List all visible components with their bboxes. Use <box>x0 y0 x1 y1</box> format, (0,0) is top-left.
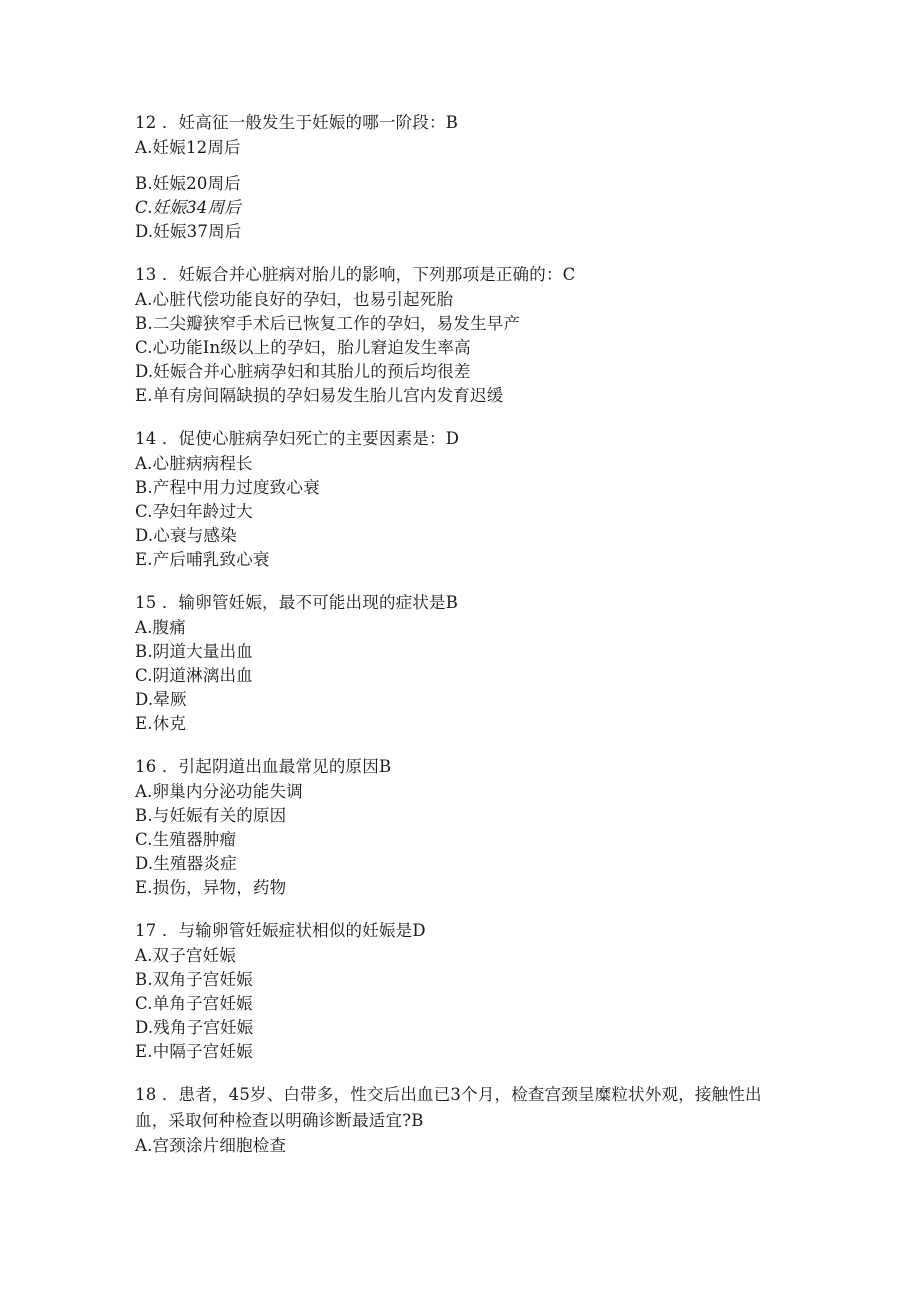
option-a: A.心脏代偿功能良好的孕妇，也易引起死胎 <box>135 290 454 309</box>
document-page <box>135 110 795 1176</box>
question-stem: 13 ．妊娠合并心脏病对胎儿的影响，下列那项是正确的：C <box>135 265 576 284</box>
option-d: D.妊娠37周后 <box>135 222 242 241</box>
option-a: A.妊娠12周后 <box>135 138 241 157</box>
question-12 <box>135 110 795 244</box>
option-a: A.宫颈涂片细胞检查 <box>135 1136 287 1155</box>
question-stem: 14 ．促使心脏病孕妇死亡的主要因素是：D <box>135 429 460 448</box>
question-15 <box>135 590 795 736</box>
option-b: B.二尖瓣狭窄手术后已恢复工作的孕妇，易发生早产 <box>135 314 521 333</box>
option-c: C.阴道淋漓出血 <box>135 666 253 685</box>
option-b: B.妊娠20周后 <box>135 174 241 193</box>
question-16 <box>135 754 795 900</box>
option-c: C.单角子宫妊娠 <box>135 994 253 1013</box>
option-d: D.残角子宫妊娠 <box>135 1018 254 1037</box>
option-e: E.产后哺乳致心衰 <box>135 550 270 569</box>
question-13 <box>135 262 795 408</box>
question-18 <box>135 1082 795 1158</box>
option-c: C.孕妇年龄过大 <box>135 502 253 521</box>
option-d: D.晕厥 <box>135 690 187 709</box>
option-a: A.卵巢内分泌功能失调 <box>135 782 303 801</box>
option-b: B.与妊娠有关的原因 <box>135 806 287 825</box>
question-stem: 18 ．患者，45岁、白带多，性交后出血已3个月，检查宫颈呈糜粒状外观，接触性出血，采取何种检查以明确诊断最适宜?B <box>135 1085 762 1130</box>
question-stem: 15 ．输卵管妊娠，最不可能出现的症状是B <box>135 593 459 612</box>
option-d: D.妊娠合并心脏病孕妇和其胎儿的预后均很差 <box>135 362 471 381</box>
option-b: B.双角子宫妊娠 <box>135 970 253 989</box>
question-14 <box>135 426 795 572</box>
option-a: A.心脏病病程长 <box>135 454 253 473</box>
question-stem: 12 ．妊高征一般发生于妊娠的哪一阶段：B <box>135 113 459 132</box>
question-stem: 16 ．引起阴道出血最常见的原因B <box>135 757 392 776</box>
option-b: B.产程中用力过度致心衰 <box>135 478 320 497</box>
option-c: C.妊娠34周后 <box>135 198 241 217</box>
option-c: C.生殖器肿瘤 <box>135 830 237 849</box>
option-e: E.单有房间隔缺损的孕妇易发生胎儿宫内发育迟缓 <box>135 386 504 405</box>
option-d: D.生殖器炎症 <box>135 854 237 873</box>
question-stem: 17 ．与输卵管妊娠症状相似的妊娠是D <box>135 921 426 940</box>
option-c: C.心功能In级以上的孕妇，胎儿窘迫发生率高 <box>135 338 471 357</box>
option-e: E.中隔子宫妊娠 <box>135 1042 253 1061</box>
question-17 <box>135 918 795 1064</box>
option-b: B.阴道大量出血 <box>135 642 253 661</box>
option-e: E.休克 <box>135 714 187 733</box>
option-a: A.腹痛 <box>135 618 186 637</box>
option-a: A.双子宫妊娠 <box>135 946 237 965</box>
option-d: D.心衰与感染 <box>135 526 237 545</box>
option-e: E.损伤，异物，药物 <box>135 878 287 897</box>
